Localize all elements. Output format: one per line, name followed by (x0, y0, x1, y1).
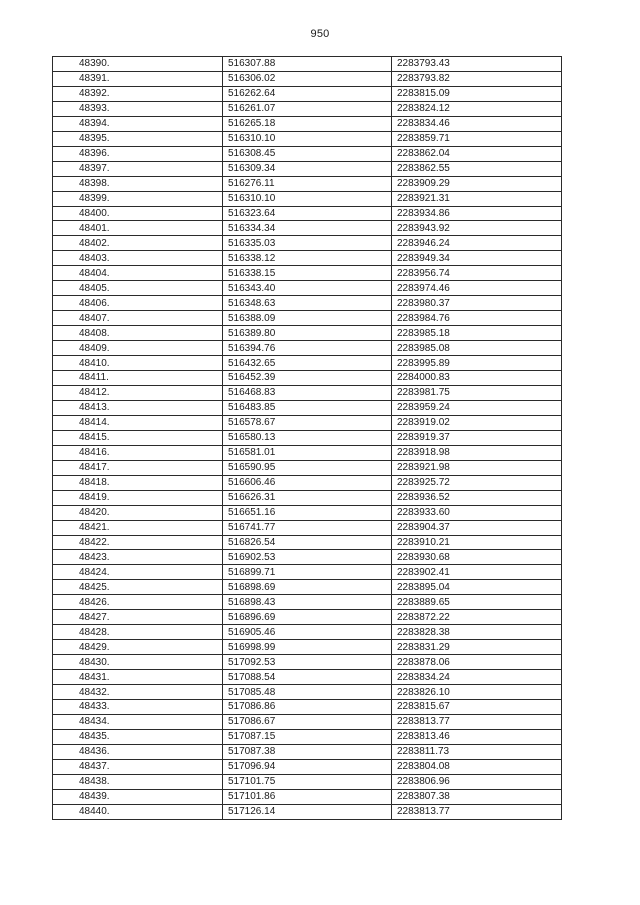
table-row (53, 490, 562, 505)
point-number-cell: 48403. (53, 251, 223, 266)
table-row (53, 101, 562, 116)
y-coordinate-cell: 2283918.98 (392, 445, 562, 460)
table-row (53, 460, 562, 475)
y-coordinate-cell: 2283984.76 (392, 311, 562, 326)
x-coordinate-cell: 516338.12 (223, 251, 392, 266)
y-coordinate-cell: 2283813.77 (392, 714, 562, 729)
x-coordinate-cell: 516389.80 (223, 326, 392, 341)
x-coordinate-cell: 517086.86 (223, 699, 392, 714)
table-row (53, 759, 562, 774)
y-coordinate-cell: 2283934.86 (392, 206, 562, 221)
x-coordinate-cell: 516338.15 (223, 266, 392, 281)
y-coordinate-cell: 2283862.55 (392, 161, 562, 176)
y-coordinate-cell: 2283959.24 (392, 400, 562, 415)
y-coordinate-cell: 2283828.38 (392, 625, 562, 640)
table-row (53, 326, 562, 341)
table-row (53, 789, 562, 804)
table-row (53, 311, 562, 326)
table-row (53, 385, 562, 400)
table-row (53, 744, 562, 759)
table-row (53, 281, 562, 296)
coordinates-table-body (53, 57, 562, 820)
point-number-cell: 48416. (53, 445, 223, 460)
point-number-cell: 48436. (53, 744, 223, 759)
point-number-cell: 48391. (53, 71, 223, 86)
table-row (53, 714, 562, 729)
point-number-cell: 48398. (53, 176, 223, 191)
x-coordinate-cell: 516898.43 (223, 595, 392, 610)
point-number-cell: 48433. (53, 699, 223, 714)
y-coordinate-cell: 2283878.06 (392, 655, 562, 670)
table-row (53, 191, 562, 206)
y-coordinate-cell: 2283930.68 (392, 550, 562, 565)
y-coordinate-cell: 2283925.72 (392, 475, 562, 490)
point-number-cell: 48425. (53, 580, 223, 595)
table-row (53, 430, 562, 445)
point-number-cell: 48438. (53, 774, 223, 789)
point-number-cell: 48424. (53, 565, 223, 580)
table-row (53, 595, 562, 610)
table-row (53, 236, 562, 251)
x-coordinate-cell: 516309.34 (223, 161, 392, 176)
point-number-cell: 48437. (53, 759, 223, 774)
point-number-cell: 48392. (53, 86, 223, 101)
table-row (53, 580, 562, 595)
point-number-cell: 48396. (53, 146, 223, 161)
point-number-cell: 48421. (53, 520, 223, 535)
y-coordinate-cell: 2283904.37 (392, 520, 562, 535)
x-coordinate-cell: 516307.88 (223, 57, 392, 72)
point-number-cell: 48429. (53, 640, 223, 655)
point-number-cell: 48397. (53, 161, 223, 176)
x-coordinate-cell: 517096.94 (223, 759, 392, 774)
y-coordinate-cell: 2283956.74 (392, 266, 562, 281)
x-coordinate-cell: 516432.65 (223, 356, 392, 371)
x-coordinate-cell: 516651.16 (223, 505, 392, 520)
point-number-cell: 48405. (53, 281, 223, 296)
y-coordinate-cell: 2283793.43 (392, 57, 562, 72)
table-row (53, 445, 562, 460)
y-coordinate-cell: 2283811.73 (392, 744, 562, 759)
y-coordinate-cell: 2283813.77 (392, 804, 562, 819)
x-coordinate-cell: 516899.71 (223, 565, 392, 580)
table-row (53, 535, 562, 550)
point-number-cell: 48402. (53, 236, 223, 251)
table-row (53, 520, 562, 535)
y-coordinate-cell: 2283895.04 (392, 580, 562, 595)
x-coordinate-cell: 516606.46 (223, 475, 392, 490)
y-coordinate-cell: 2283919.37 (392, 430, 562, 445)
table-row (53, 685, 562, 700)
y-coordinate-cell: 2283910.21 (392, 535, 562, 550)
x-coordinate-cell: 516580.13 (223, 430, 392, 445)
y-coordinate-cell: 2283985.18 (392, 326, 562, 341)
x-coordinate-cell: 516306.02 (223, 71, 392, 86)
point-number-cell: 48411. (53, 371, 223, 386)
point-number-cell: 48415. (53, 430, 223, 445)
y-coordinate-cell: 2283834.24 (392, 670, 562, 685)
point-number-cell: 48423. (53, 550, 223, 565)
table-row (53, 176, 562, 191)
table-row (53, 400, 562, 415)
x-coordinate-cell: 516902.53 (223, 550, 392, 565)
x-coordinate-cell: 516998.99 (223, 640, 392, 655)
x-coordinate-cell: 517087.38 (223, 744, 392, 759)
y-coordinate-cell: 2283902.41 (392, 565, 562, 580)
y-coordinate-cell: 2283826.10 (392, 685, 562, 700)
table-row (53, 116, 562, 131)
x-coordinate-cell: 517092.53 (223, 655, 392, 670)
table-row (53, 550, 562, 565)
point-number-cell: 48401. (53, 221, 223, 236)
point-number-cell: 48420. (53, 505, 223, 520)
table-row (53, 804, 562, 819)
y-coordinate-cell: 2283872.22 (392, 610, 562, 625)
point-number-cell: 48390. (53, 57, 223, 72)
y-coordinate-cell: 2283909.29 (392, 176, 562, 191)
y-coordinate-cell: 2283946.24 (392, 236, 562, 251)
x-coordinate-cell: 516348.63 (223, 296, 392, 311)
point-number-cell: 48400. (53, 206, 223, 221)
point-number-cell: 48417. (53, 460, 223, 475)
x-coordinate-cell: 516308.45 (223, 146, 392, 161)
table-row (53, 774, 562, 789)
point-number-cell: 48439. (53, 789, 223, 804)
y-coordinate-cell: 2283985.08 (392, 341, 562, 356)
point-number-cell: 48419. (53, 490, 223, 505)
table-row (53, 655, 562, 670)
table-row (53, 670, 562, 685)
y-coordinate-cell: 2283995.89 (392, 356, 562, 371)
y-coordinate-cell: 2283806.96 (392, 774, 562, 789)
table-row (53, 640, 562, 655)
y-coordinate-cell: 2283933.60 (392, 505, 562, 520)
point-number-cell: 48435. (53, 729, 223, 744)
y-coordinate-cell: 2283889.65 (392, 595, 562, 610)
point-number-cell: 48418. (53, 475, 223, 490)
x-coordinate-cell: 516343.40 (223, 281, 392, 296)
point-number-cell: 48432. (53, 685, 223, 700)
table-row (53, 415, 562, 430)
x-coordinate-cell: 516265.18 (223, 116, 392, 131)
table-row (53, 86, 562, 101)
table-row (53, 146, 562, 161)
table-row (53, 251, 562, 266)
table-row (53, 57, 562, 72)
x-coordinate-cell: 516898.69 (223, 580, 392, 595)
y-coordinate-cell: 2283831.29 (392, 640, 562, 655)
y-coordinate-cell: 2283936.52 (392, 490, 562, 505)
x-coordinate-cell: 516261.07 (223, 101, 392, 116)
table-row (53, 625, 562, 640)
table-row (53, 610, 562, 625)
table-row (53, 266, 562, 281)
y-coordinate-cell: 2283793.82 (392, 71, 562, 86)
point-number-cell: 48422. (53, 535, 223, 550)
x-coordinate-cell: 516826.54 (223, 535, 392, 550)
point-number-cell: 48428. (53, 625, 223, 640)
table-row (53, 71, 562, 86)
table-row (53, 206, 562, 221)
x-coordinate-cell: 516590.95 (223, 460, 392, 475)
y-coordinate-cell: 2283824.12 (392, 101, 562, 116)
x-coordinate-cell: 516896.69 (223, 610, 392, 625)
x-coordinate-cell: 516335.03 (223, 236, 392, 251)
y-coordinate-cell: 2283943.92 (392, 221, 562, 236)
y-coordinate-cell: 2283807.38 (392, 789, 562, 804)
point-number-cell: 48404. (53, 266, 223, 281)
x-coordinate-cell: 517101.75 (223, 774, 392, 789)
table-row (53, 296, 562, 311)
y-coordinate-cell: 2283813.46 (392, 729, 562, 744)
table-row (53, 505, 562, 520)
x-coordinate-cell: 516388.09 (223, 311, 392, 326)
y-coordinate-cell: 2283980.37 (392, 296, 562, 311)
point-number-cell: 48430. (53, 655, 223, 670)
x-coordinate-cell: 516578.67 (223, 415, 392, 430)
table-row (53, 371, 562, 386)
point-number-cell: 48414. (53, 415, 223, 430)
table-row (53, 699, 562, 714)
x-coordinate-cell: 517126.14 (223, 804, 392, 819)
table-row (53, 729, 562, 744)
y-coordinate-cell: 2283815.09 (392, 86, 562, 101)
point-number-cell: 48426. (53, 595, 223, 610)
point-number-cell: 48408. (53, 326, 223, 341)
x-coordinate-cell: 516262.64 (223, 86, 392, 101)
x-coordinate-cell: 517085.48 (223, 685, 392, 700)
x-coordinate-cell: 516334.34 (223, 221, 392, 236)
y-coordinate-cell: 2283949.34 (392, 251, 562, 266)
y-coordinate-cell: 2283921.98 (392, 460, 562, 475)
point-number-cell: 48410. (53, 356, 223, 371)
point-number-cell: 48434. (53, 714, 223, 729)
table-row (53, 161, 562, 176)
point-number-cell: 48431. (53, 670, 223, 685)
y-coordinate-cell: 2284000.83 (392, 371, 562, 386)
y-coordinate-cell: 2283834.46 (392, 116, 562, 131)
point-number-cell: 48394. (53, 116, 223, 131)
x-coordinate-cell: 516483.85 (223, 400, 392, 415)
point-number-cell: 48395. (53, 131, 223, 146)
x-coordinate-cell: 517086.67 (223, 714, 392, 729)
point-number-cell: 48412. (53, 385, 223, 400)
table-row (53, 341, 562, 356)
y-coordinate-cell: 2283862.04 (392, 146, 562, 161)
x-coordinate-cell: 517101.86 (223, 789, 392, 804)
x-coordinate-cell: 516741.77 (223, 520, 392, 535)
x-coordinate-cell: 516905.46 (223, 625, 392, 640)
x-coordinate-cell: 516310.10 (223, 191, 392, 206)
point-number-cell: 48409. (53, 341, 223, 356)
x-coordinate-cell: 517088.54 (223, 670, 392, 685)
x-coordinate-cell: 516626.31 (223, 490, 392, 505)
x-coordinate-cell: 516310.10 (223, 131, 392, 146)
x-coordinate-cell: 516452.39 (223, 371, 392, 386)
table-row (53, 475, 562, 490)
x-coordinate-cell: 516468.83 (223, 385, 392, 400)
point-number-cell: 48407. (53, 311, 223, 326)
point-number-cell: 48427. (53, 610, 223, 625)
y-coordinate-cell: 2283981.75 (392, 385, 562, 400)
point-number-cell: 48399. (53, 191, 223, 206)
x-coordinate-cell: 516581.01 (223, 445, 392, 460)
x-coordinate-cell: 516276.11 (223, 176, 392, 191)
table-row (53, 131, 562, 146)
coordinates-table (52, 56, 562, 820)
x-coordinate-cell: 517087.15 (223, 729, 392, 744)
y-coordinate-cell: 2283974.46 (392, 281, 562, 296)
table-row (53, 565, 562, 580)
page-number: 950 (310, 28, 330, 40)
y-coordinate-cell: 2283859.71 (392, 131, 562, 146)
x-coordinate-cell: 516394.76 (223, 341, 392, 356)
y-coordinate-cell: 2283815.67 (392, 699, 562, 714)
point-number-cell: 48393. (53, 101, 223, 116)
x-coordinate-cell: 516323.64 (223, 206, 392, 221)
point-number-cell: 48440. (53, 804, 223, 819)
y-coordinate-cell: 2283804.08 (392, 759, 562, 774)
table-row (53, 356, 562, 371)
point-number-cell: 48413. (53, 400, 223, 415)
point-number-cell: 48406. (53, 296, 223, 311)
y-coordinate-cell: 2283921.31 (392, 191, 562, 206)
table-row (53, 221, 562, 236)
y-coordinate-cell: 2283919.02 (392, 415, 562, 430)
